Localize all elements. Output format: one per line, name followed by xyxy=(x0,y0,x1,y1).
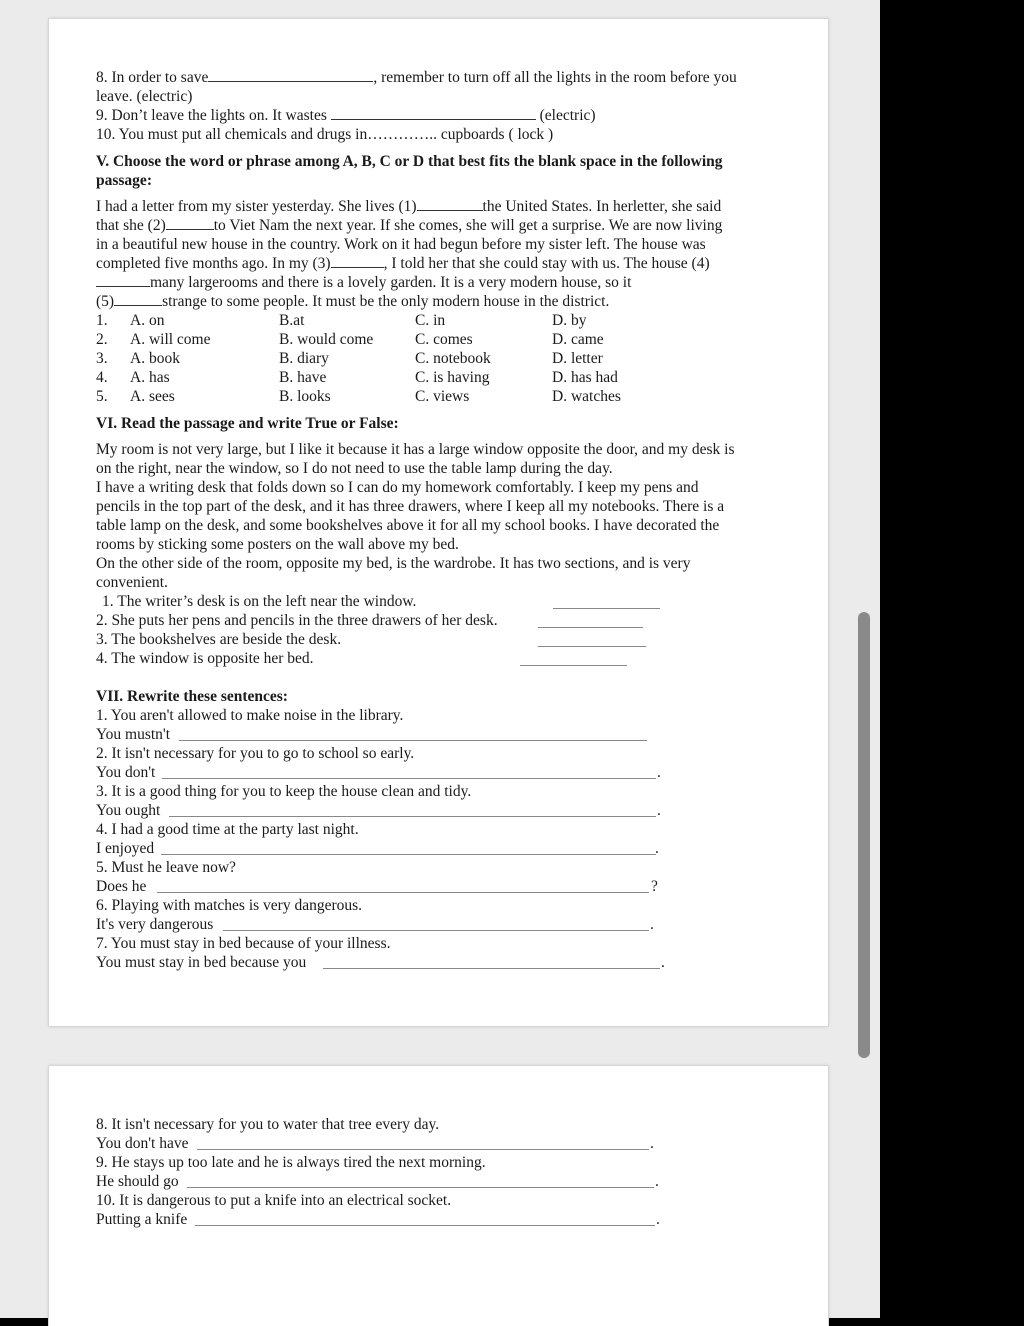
rewrite-answer-3[interactable] xyxy=(169,816,656,817)
punctuation: . xyxy=(650,1135,654,1152)
rewrite-answer-8[interactable] xyxy=(197,1149,649,1150)
mc-option-a[interactable]: A. on xyxy=(130,312,165,329)
reading-line: rooms by sticking some posters on the wall above my bed. xyxy=(96,536,459,553)
passage-text: , I told her that she could stay with us. The house (4) xyxy=(383,255,710,272)
passage-text: strange to some people. It must be the only modern house in the district. xyxy=(162,293,610,310)
q8-blank[interactable] xyxy=(208,69,373,82)
tf-statement-3: 3. The bookshelves are beside the desk. xyxy=(96,631,342,648)
punctuation: . xyxy=(657,802,661,819)
passage-text: to Viet Nam the next year. If she comes, she will get a surprise. We are now living xyxy=(213,217,723,234)
mc-option-d[interactable]: D. letter xyxy=(552,350,603,367)
mc-option-b[interactable]: B.at xyxy=(279,312,305,329)
rewrite-stem-8: You don't have xyxy=(96,1135,189,1152)
rewrite-prompt-9: 9. He stays up too late and he is always tired the next morning. xyxy=(96,1154,486,1171)
blank-5[interactable] xyxy=(114,293,162,306)
reading-line: convenient. xyxy=(96,574,168,591)
reading-line: on the right, near the window, so I do not need to use the table lamp during the day. xyxy=(96,460,613,477)
rewrite-prompt-10: 10. It is dangerous to put a knife into an electrical socket. xyxy=(96,1192,452,1209)
rewrite-stem-2: You don't xyxy=(96,764,156,781)
tf-statement-1: 1. The writer’s desk is on the left near the window. xyxy=(102,593,417,610)
punctuation: . xyxy=(661,954,665,971)
mc-option-c[interactable]: C. notebook xyxy=(415,350,491,367)
section-v-heading-2: passage: xyxy=(96,172,152,189)
scrollbar-thumb[interactable] xyxy=(858,612,870,1058)
section-vii-heading: VII. Rewrite these sentences: xyxy=(96,688,288,705)
mc-option-b[interactable]: B. would come xyxy=(279,331,374,348)
reading-line: On the other side of the room, opposite my bed, is the wardrobe. It has two sections, and is very xyxy=(96,555,691,572)
rewrite-prompt-2: 2. It isn't necessary for you to go to school so early. xyxy=(96,745,415,762)
tf-answer-2[interactable] xyxy=(538,627,643,628)
page-2 xyxy=(49,1066,828,1326)
reading-line: I have a writing desk that folds down so I can do my homework comfortably. I keep my pens and xyxy=(96,479,699,496)
tf-answer-4[interactable] xyxy=(520,665,627,666)
mc-option-c[interactable]: C. views xyxy=(415,388,470,405)
passage-text: many largerooms and there is a lovely garden. It is a very modern house, so it xyxy=(150,274,632,291)
mc-option-c[interactable]: C. comes xyxy=(415,331,473,348)
rewrite-stem-3: You ought xyxy=(96,802,161,819)
rewrite-stem-6: It's very dangerous xyxy=(96,916,214,933)
q8-text-2: , remember to turn off all the lights in the room before you xyxy=(373,69,737,86)
rewrite-stem-1: You mustn't xyxy=(96,726,171,743)
rewrite-stem-7: You must stay in bed because you xyxy=(96,954,307,971)
mc-number: 5. xyxy=(96,388,108,405)
blank-1[interactable] xyxy=(417,198,483,211)
mc-option-a[interactable]: A. has xyxy=(130,369,170,386)
mc-option-d[interactable]: D. by xyxy=(552,312,587,329)
mc-option-c[interactable]: C. in xyxy=(415,312,446,329)
q9-hint: (electric) xyxy=(539,107,596,124)
punctuation: . xyxy=(656,1211,660,1228)
passage-line-2 xyxy=(96,216,722,235)
rewrite-answer-9[interactable] xyxy=(187,1187,654,1188)
rewrite-prompt-5: 5. Must he leave now? xyxy=(96,859,236,876)
rewrite-stem-10: Putting a knife xyxy=(96,1211,188,1228)
mc-option-a[interactable]: A. book xyxy=(130,350,180,367)
mc-option-c[interactable]: C. is having xyxy=(415,369,490,386)
rewrite-prompt-6: 6. Playing with matches is very dangerous. xyxy=(96,897,363,914)
tf-statement-2: 2. She puts her pens and pencils in the three drawers of her desk. xyxy=(96,612,498,629)
mc-option-d[interactable]: D. came xyxy=(552,331,604,348)
punctuation: . xyxy=(655,840,659,857)
passage-line-3: in a beautiful new house in the country. Work on it had begun before my sister left. The house was xyxy=(96,236,706,253)
q8-line xyxy=(96,68,737,87)
tf-answer-3[interactable] xyxy=(538,646,646,647)
rewrite-prompt-1: 1. You aren't allowed to make noise in the library. xyxy=(96,707,404,724)
rewrite-prompt-8: 8. It isn't necessary for you to water that tree every day. xyxy=(96,1116,440,1133)
rewrite-answer-5[interactable] xyxy=(157,892,649,893)
section-vi-heading: VI. Read the passage and write True or False: xyxy=(96,415,399,432)
mc-number: 4. xyxy=(96,369,108,386)
passage-line-6 xyxy=(96,292,609,311)
mc-option-a[interactable]: A. sees xyxy=(130,388,175,405)
scrollbar[interactable] xyxy=(858,612,870,1058)
passage-text: the United States. In herletter, she said xyxy=(482,198,722,215)
mc-option-b[interactable]: B. looks xyxy=(279,388,331,405)
rewrite-stem-5: Does he xyxy=(96,878,147,895)
mc-option-d[interactable]: D. has had xyxy=(552,369,618,386)
passage-line-1 xyxy=(96,197,721,216)
passage-line-4 xyxy=(96,254,710,273)
mc-option-a[interactable]: A. will come xyxy=(130,331,211,348)
rewrite-answer-4[interactable] xyxy=(161,854,656,855)
rewrite-prompt-4: 4. I had a good time at the party last night. xyxy=(96,821,359,838)
rewrite-stem-4: I enjoyed xyxy=(96,840,155,857)
mc-number: 2. xyxy=(96,331,108,348)
punctuation: . xyxy=(657,764,661,781)
punctuation: . xyxy=(655,1173,659,1190)
passage-text: that she (2) xyxy=(96,217,166,234)
q10-line: 10. You must put all chemicals and drugs in………….. cupboards ( lock ) xyxy=(96,126,554,143)
blank-2[interactable] xyxy=(166,217,214,230)
rewrite-answer-6[interactable] xyxy=(223,930,649,931)
passage-text: I had a letter from my sister yesterday. She lives (1) xyxy=(96,198,417,215)
mc-option-b[interactable]: B. have xyxy=(279,369,327,386)
reading-line: table lamp on the desk, and some bookshelves above it for all my school books. I have decorated the xyxy=(96,517,720,534)
mc-number: 3. xyxy=(96,350,108,367)
passage-text: (5) xyxy=(96,293,115,310)
q8-text: 8. In order to save xyxy=(96,69,209,86)
blank-3[interactable] xyxy=(331,255,384,268)
q9-blank[interactable] xyxy=(331,107,536,120)
q9-text: 9. Don’t leave the lights on. It wastes xyxy=(96,107,327,124)
punctuation: . xyxy=(650,916,654,933)
reading-line: pencils in the top part of the desk, and it has three drawers, where I keep all my notebooks. There is a xyxy=(96,498,725,515)
passage-text: completed five months ago. In my (3) xyxy=(96,255,331,272)
tf-statement-4: 4. The window is opposite her bed. xyxy=(96,650,314,667)
punctuation: ? xyxy=(651,878,658,895)
reading-line: My room is not very large, but I like it because it has a large window opposite the door, and my desk is xyxy=(96,441,735,458)
rewrite-answer-1[interactable] xyxy=(179,740,647,741)
tf-answer-1[interactable] xyxy=(553,608,660,609)
section-v-heading: V. Choose the word or phrase among A, B, C or D that best fits the blank space in the following xyxy=(96,153,723,170)
rewrite-answer-10[interactable] xyxy=(195,1225,655,1226)
rewrite-answer-7[interactable] xyxy=(323,968,660,969)
mc-option-b[interactable]: B. diary xyxy=(279,350,329,367)
mc-option-d[interactable]: D. watches xyxy=(552,388,621,405)
passage-line-5 xyxy=(96,273,631,292)
page-1 xyxy=(49,19,828,1026)
q8-line-2: leave. (electric) xyxy=(96,88,193,105)
q9-line xyxy=(96,106,596,125)
rewrite-answer-2[interactable] xyxy=(162,778,656,779)
blank-4[interactable] xyxy=(96,274,150,287)
rewrite-prompt-7: 7. You must stay in bed because of your illness. xyxy=(96,935,391,952)
mc-number: 1. xyxy=(96,312,108,329)
rewrite-stem-9: He should go xyxy=(96,1173,179,1190)
rewrite-prompt-3: 3. It is a good thing for you to keep the house clean and tidy. xyxy=(96,783,472,800)
